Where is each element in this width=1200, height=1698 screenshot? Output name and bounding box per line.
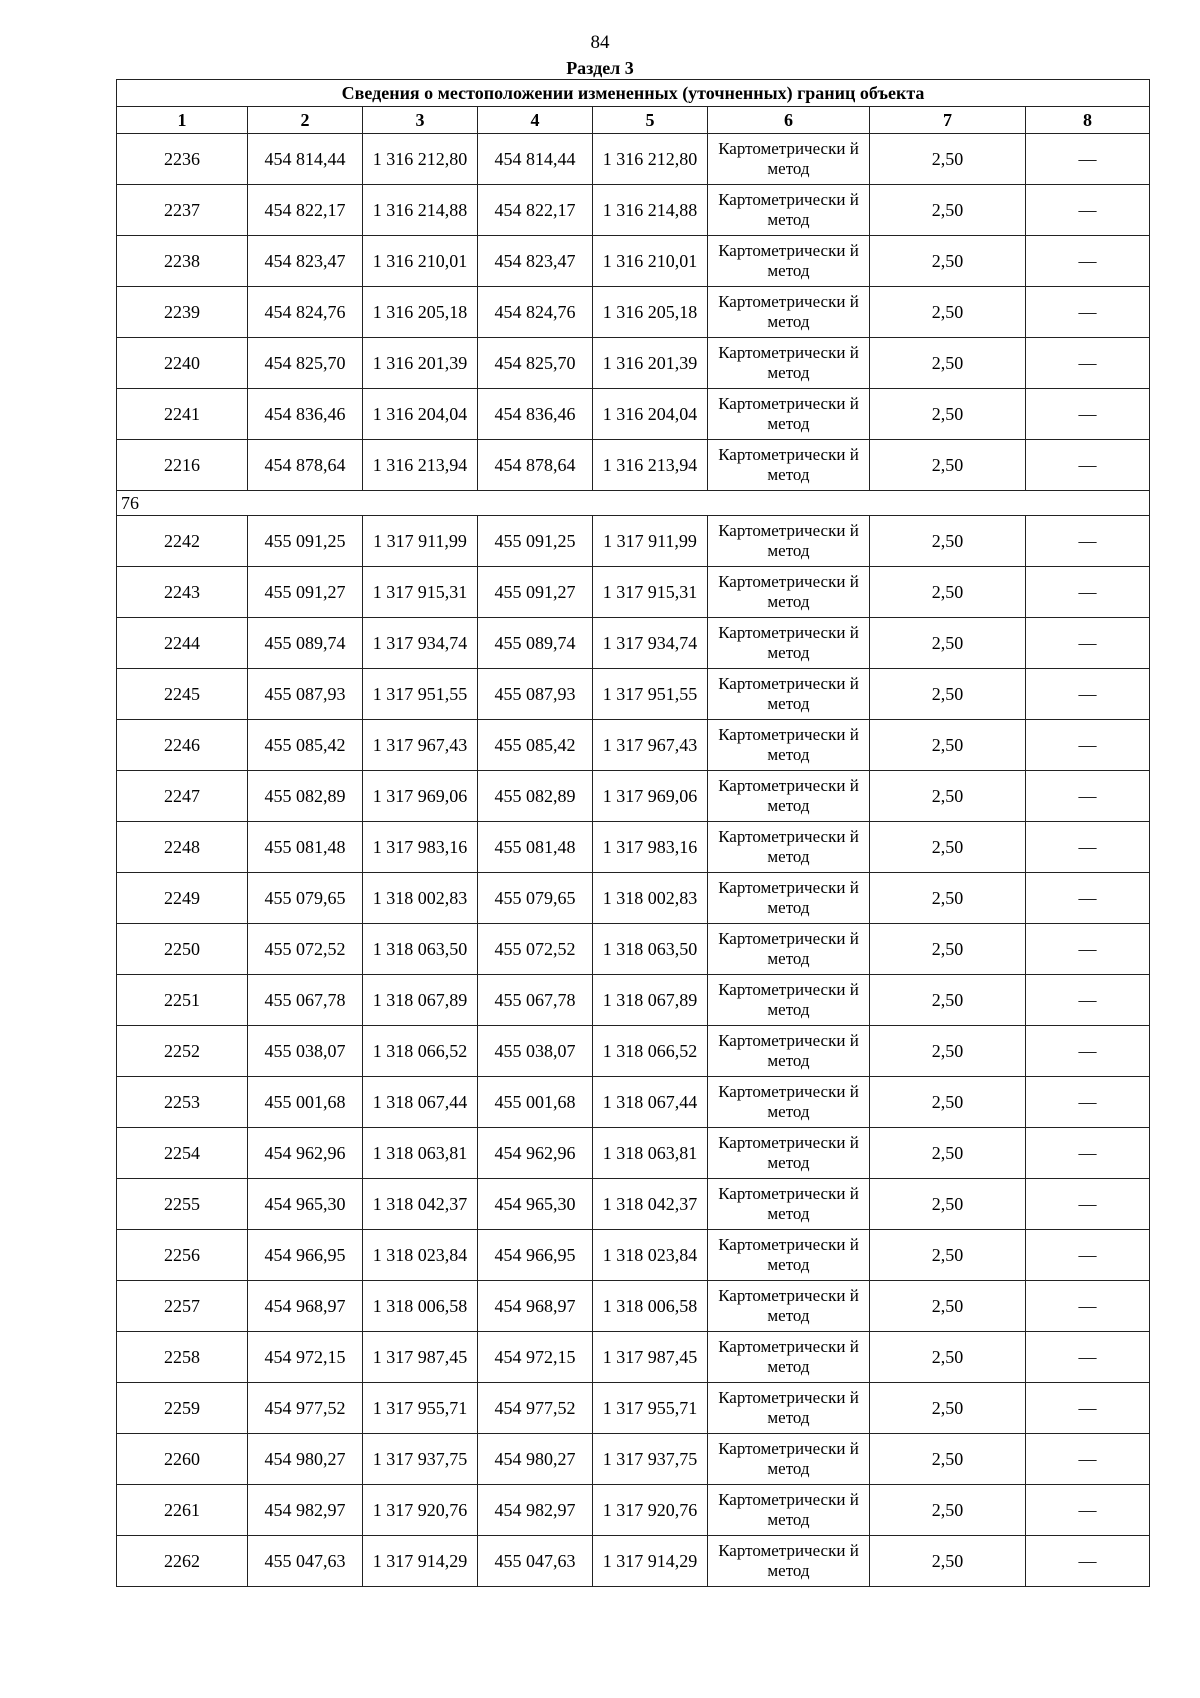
column-number: 3 (363, 107, 478, 134)
y-old-cell: 1 317 983,16 (363, 822, 478, 873)
description-cell: — (1026, 440, 1150, 491)
y-old-cell: 1 318 023,84 (363, 1230, 478, 1281)
x-old-cell: 455 091,27 (248, 567, 363, 618)
y-new-cell: 1 317 951,55 (593, 669, 708, 720)
table-row (117, 1434, 1150, 1485)
point-number-cell: 2245 (117, 669, 248, 720)
accuracy-cell: 2,50 (870, 134, 1026, 185)
point-number-cell: 2261 (117, 1485, 248, 1536)
y-new-cell: 1 316 212,80 (593, 134, 708, 185)
point-number-cell: 2248 (117, 822, 248, 873)
method-cell: Картометрически й метод (708, 1179, 870, 1230)
table-row (117, 1026, 1150, 1077)
x-old-cell: 455 072,52 (248, 924, 363, 975)
group-label: 76 (117, 491, 1150, 516)
point-number-cell: 2250 (117, 924, 248, 975)
description-cell: — (1026, 771, 1150, 822)
point-number-cell: 2240 (117, 338, 248, 389)
table-row (117, 1128, 1150, 1179)
x-new-cell: 454 980,27 (478, 1434, 593, 1485)
point-number-cell: 2241 (117, 389, 248, 440)
y-new-cell: 1 317 955,71 (593, 1383, 708, 1434)
table-row (117, 389, 1150, 440)
column-number: 4 (478, 107, 593, 134)
x-new-cell: 455 067,78 (478, 975, 593, 1026)
description-cell: — (1026, 618, 1150, 669)
y-new-cell: 1 318 006,58 (593, 1281, 708, 1332)
table-row (117, 134, 1150, 185)
method-cell: Картометрически й метод (708, 873, 870, 924)
y-old-cell: 1 316 213,94 (363, 440, 478, 491)
table-body (117, 134, 1150, 1587)
y-old-cell: 1 318 066,52 (363, 1026, 478, 1077)
description-cell: — (1026, 516, 1150, 567)
description-cell: — (1026, 669, 1150, 720)
y-old-cell: 1 318 063,81 (363, 1128, 478, 1179)
y-new-cell: 1 318 066,52 (593, 1026, 708, 1077)
description-cell: — (1026, 720, 1150, 771)
y-new-cell: 1 317 983,16 (593, 822, 708, 873)
y-old-cell: 1 318 042,37 (363, 1179, 478, 1230)
x-new-cell: 455 091,25 (478, 516, 593, 567)
x-new-cell: 455 081,48 (478, 822, 593, 873)
description-cell: — (1026, 389, 1150, 440)
description-cell: — (1026, 1281, 1150, 1332)
y-old-cell: 1 316 204,04 (363, 389, 478, 440)
accuracy-cell: 2,50 (870, 567, 1026, 618)
point-number-cell: 2249 (117, 873, 248, 924)
accuracy-cell: 2,50 (870, 440, 1026, 491)
x-new-cell: 454 965,30 (478, 1179, 593, 1230)
point-number-cell: 2239 (117, 287, 248, 338)
accuracy-cell: 2,50 (870, 771, 1026, 822)
x-old-cell: 454 822,17 (248, 185, 363, 236)
column-number-row (117, 107, 1150, 134)
x-new-cell: 454 814,44 (478, 134, 593, 185)
x-old-cell: 454 982,97 (248, 1485, 363, 1536)
y-old-cell: 1 317 920,76 (363, 1485, 478, 1536)
x-new-cell: 454 824,76 (478, 287, 593, 338)
x-new-cell: 454 966,95 (478, 1230, 593, 1281)
method-cell: Картометрически й метод (708, 618, 870, 669)
x-old-cell: 454 966,95 (248, 1230, 363, 1281)
y-new-cell: 1 318 002,83 (593, 873, 708, 924)
table-row (117, 236, 1150, 287)
accuracy-cell: 2,50 (870, 1383, 1026, 1434)
table-row (117, 669, 1150, 720)
y-old-cell: 1 317 967,43 (363, 720, 478, 771)
point-number-cell: 2259 (117, 1383, 248, 1434)
y-old-cell: 1 317 937,75 (363, 1434, 478, 1485)
y-old-cell: 1 317 955,71 (363, 1383, 478, 1434)
point-number-cell: 2256 (117, 1230, 248, 1281)
y-old-cell: 1 316 214,88 (363, 185, 478, 236)
y-new-cell: 1 317 914,29 (593, 1536, 708, 1587)
accuracy-cell: 2,50 (870, 618, 1026, 669)
table-row (117, 1077, 1150, 1128)
x-new-cell: 454 982,97 (478, 1485, 593, 1536)
table-row (117, 1383, 1150, 1434)
x-new-cell: 454 977,52 (478, 1383, 593, 1434)
y-new-cell: 1 317 969,06 (593, 771, 708, 822)
accuracy-cell: 2,50 (870, 1536, 1026, 1587)
x-old-cell: 454 836,46 (248, 389, 363, 440)
point-number-cell: 2255 (117, 1179, 248, 1230)
accuracy-cell: 2,50 (870, 1281, 1026, 1332)
x-old-cell: 455 085,42 (248, 720, 363, 771)
x-new-cell: 455 089,74 (478, 618, 593, 669)
method-cell: Картометрически й метод (708, 720, 870, 771)
method-cell: Картометрически й метод (708, 1077, 870, 1128)
method-cell: Картометрически й метод (708, 1536, 870, 1587)
accuracy-cell: 2,50 (870, 185, 1026, 236)
y-new-cell: 1 318 067,89 (593, 975, 708, 1026)
description-cell: — (1026, 338, 1150, 389)
description-cell: — (1026, 1536, 1150, 1587)
description-cell: — (1026, 1485, 1150, 1536)
method-cell: Картометрически й метод (708, 516, 870, 567)
x-old-cell: 454 878,64 (248, 440, 363, 491)
y-new-cell: 1 318 023,84 (593, 1230, 708, 1281)
y-old-cell: 1 317 915,31 (363, 567, 478, 618)
y-old-cell: 1 318 002,83 (363, 873, 478, 924)
page-number: 84 (590, 32, 610, 53)
method-cell: Картометрически й метод (708, 924, 870, 975)
x-old-cell: 454 965,30 (248, 1179, 363, 1230)
description-cell: — (1026, 1434, 1150, 1485)
column-number: 2 (248, 107, 363, 134)
description-cell: — (1026, 1077, 1150, 1128)
point-number-cell: 2242 (117, 516, 248, 567)
y-old-cell: 1 318 067,44 (363, 1077, 478, 1128)
x-new-cell: 455 001,68 (478, 1077, 593, 1128)
method-cell: Картометрически й метод (708, 1128, 870, 1179)
accuracy-cell: 2,50 (870, 338, 1026, 389)
y-new-cell: 1 317 967,43 (593, 720, 708, 771)
x-old-cell: 455 079,65 (248, 873, 363, 924)
table-row (117, 720, 1150, 771)
method-cell: Картометрически й метод (708, 389, 870, 440)
point-number-cell: 2216 (117, 440, 248, 491)
accuracy-cell: 2,50 (870, 236, 1026, 287)
group-row (117, 491, 1150, 516)
x-old-cell: 455 001,68 (248, 1077, 363, 1128)
x-old-cell: 454 814,44 (248, 134, 363, 185)
x-new-cell: 455 085,42 (478, 720, 593, 771)
point-number-cell: 2257 (117, 1281, 248, 1332)
y-new-cell: 1 317 920,76 (593, 1485, 708, 1536)
y-old-cell: 1 317 951,55 (363, 669, 478, 720)
column-number: 5 (593, 107, 708, 134)
y-old-cell: 1 317 914,29 (363, 1536, 478, 1587)
y-old-cell: 1 317 987,45 (363, 1332, 478, 1383)
x-old-cell: 454 824,76 (248, 287, 363, 338)
table-caption: Сведения о местоположении измененных (уточненных) границ объекта (117, 80, 1150, 107)
point-number-cell: 2253 (117, 1077, 248, 1128)
accuracy-cell: 2,50 (870, 1230, 1026, 1281)
y-old-cell: 1 318 067,89 (363, 975, 478, 1026)
y-new-cell: 1 318 042,37 (593, 1179, 708, 1230)
x-old-cell: 455 091,25 (248, 516, 363, 567)
x-old-cell: 455 081,48 (248, 822, 363, 873)
point-number-cell: 2243 (117, 567, 248, 618)
method-cell: Картометрически й метод (708, 822, 870, 873)
description-cell: — (1026, 1383, 1150, 1434)
description-cell: — (1026, 287, 1150, 338)
x-new-cell: 455 091,27 (478, 567, 593, 618)
section-title: Раздел 3 (566, 58, 634, 78)
x-old-cell: 455 082,89 (248, 771, 363, 822)
x-new-cell: 455 082,89 (478, 771, 593, 822)
accuracy-cell: 2,50 (870, 822, 1026, 873)
y-old-cell: 1 316 210,01 (363, 236, 478, 287)
y-old-cell: 1 318 063,50 (363, 924, 478, 975)
description-cell: — (1026, 873, 1150, 924)
description-cell: — (1026, 975, 1150, 1026)
method-cell: Картометрически й метод (708, 1332, 870, 1383)
y-old-cell: 1 316 212,80 (363, 134, 478, 185)
accuracy-cell: 2,50 (870, 1026, 1026, 1077)
method-cell: Картометрически й метод (708, 771, 870, 822)
x-new-cell: 454 962,96 (478, 1128, 593, 1179)
x-new-cell: 454 972,15 (478, 1332, 593, 1383)
method-cell: Картометрически й метод (708, 134, 870, 185)
accuracy-cell: 2,50 (870, 1434, 1026, 1485)
y-new-cell: 1 316 205,18 (593, 287, 708, 338)
table-row (117, 618, 1150, 669)
point-number-cell: 2254 (117, 1128, 248, 1179)
point-number-cell: 2262 (117, 1536, 248, 1587)
x-new-cell: 454 836,46 (478, 389, 593, 440)
y-old-cell: 1 316 205,18 (363, 287, 478, 338)
x-old-cell: 455 089,74 (248, 618, 363, 669)
description-cell: — (1026, 1179, 1150, 1230)
y-new-cell: 1 317 934,74 (593, 618, 708, 669)
table-row (117, 1230, 1150, 1281)
method-cell: Картометрически й метод (708, 567, 870, 618)
y-new-cell: 1 318 067,44 (593, 1077, 708, 1128)
x-old-cell: 454 825,70 (248, 338, 363, 389)
table-row (117, 1332, 1150, 1383)
description-cell: — (1026, 567, 1150, 618)
point-number-cell: 2236 (117, 134, 248, 185)
y-new-cell: 1 316 201,39 (593, 338, 708, 389)
method-cell: Картометрически й метод (708, 1281, 870, 1332)
x-new-cell: 454 968,97 (478, 1281, 593, 1332)
method-cell: Картометрически й метод (708, 185, 870, 236)
description-cell: — (1026, 924, 1150, 975)
x-old-cell: 454 968,97 (248, 1281, 363, 1332)
x-old-cell: 455 067,78 (248, 975, 363, 1026)
table-row (117, 338, 1150, 389)
x-new-cell: 454 825,70 (478, 338, 593, 389)
y-new-cell: 1 316 214,88 (593, 185, 708, 236)
x-new-cell: 455 079,65 (478, 873, 593, 924)
table-row (117, 822, 1150, 873)
description-cell: — (1026, 1332, 1150, 1383)
method-cell: Картометрически й метод (708, 1434, 870, 1485)
method-cell: Картометрически й метод (708, 1026, 870, 1077)
method-cell: Картометрически й метод (708, 975, 870, 1026)
table-row (117, 924, 1150, 975)
accuracy-cell: 2,50 (870, 1332, 1026, 1383)
x-old-cell: 454 980,27 (248, 1434, 363, 1485)
y-new-cell: 1 316 204,04 (593, 389, 708, 440)
accuracy-cell: 2,50 (870, 975, 1026, 1026)
point-number-cell: 2244 (117, 618, 248, 669)
description-cell: — (1026, 1230, 1150, 1281)
y-new-cell: 1 318 063,81 (593, 1128, 708, 1179)
accuracy-cell: 2,50 (870, 516, 1026, 567)
description-cell: — (1026, 1128, 1150, 1179)
point-number-cell: 2247 (117, 771, 248, 822)
accuracy-cell: 2,50 (870, 1179, 1026, 1230)
x-new-cell: 454 823,47 (478, 236, 593, 287)
accuracy-cell: 2,50 (870, 873, 1026, 924)
column-number: 6 (708, 107, 870, 134)
y-old-cell: 1 317 969,06 (363, 771, 478, 822)
column-number: 1 (117, 107, 248, 134)
y-old-cell: 1 317 934,74 (363, 618, 478, 669)
table-row (117, 567, 1150, 618)
y-new-cell: 1 316 210,01 (593, 236, 708, 287)
accuracy-cell: 2,50 (870, 1485, 1026, 1536)
table-row (117, 440, 1150, 491)
description-cell: — (1026, 1026, 1150, 1077)
y-new-cell: 1 317 915,31 (593, 567, 708, 618)
method-cell: Картометрически й метод (708, 1383, 870, 1434)
description-cell: — (1026, 134, 1150, 185)
table-row (117, 873, 1150, 924)
x-old-cell: 454 977,52 (248, 1383, 363, 1434)
y-new-cell: 1 317 987,45 (593, 1332, 708, 1383)
y-old-cell: 1 318 006,58 (363, 1281, 478, 1332)
x-new-cell: 454 822,17 (478, 185, 593, 236)
accuracy-cell: 2,50 (870, 1077, 1026, 1128)
x-old-cell: 454 823,47 (248, 236, 363, 287)
description-cell: — (1026, 185, 1150, 236)
column-number: 7 (870, 107, 1026, 134)
y-new-cell: 1 317 937,75 (593, 1434, 708, 1485)
description-cell: — (1026, 822, 1150, 873)
point-number-cell: 2238 (117, 236, 248, 287)
table-row (117, 1485, 1150, 1536)
x-old-cell: 454 972,15 (248, 1332, 363, 1383)
x-old-cell: 455 038,07 (248, 1026, 363, 1077)
table-row (117, 1281, 1150, 1332)
point-number-cell: 2246 (117, 720, 248, 771)
description-cell: — (1026, 236, 1150, 287)
method-cell: Картометрически й метод (708, 440, 870, 491)
point-number-cell: 2252 (117, 1026, 248, 1077)
table-row (117, 287, 1150, 338)
x-old-cell: 455 087,93 (248, 669, 363, 720)
x-new-cell: 455 072,52 (478, 924, 593, 975)
method-cell: Картометрически й метод (708, 236, 870, 287)
x-new-cell: 455 087,93 (478, 669, 593, 720)
table-row (117, 1179, 1150, 1230)
point-number-cell: 2251 (117, 975, 248, 1026)
accuracy-cell: 2,50 (870, 389, 1026, 440)
y-old-cell: 1 317 911,99 (363, 516, 478, 567)
x-new-cell: 454 878,64 (478, 440, 593, 491)
accuracy-cell: 2,50 (870, 720, 1026, 771)
method-cell: Картометрически й метод (708, 1485, 870, 1536)
y-new-cell: 1 317 911,99 (593, 516, 708, 567)
table-row (117, 771, 1150, 822)
x-old-cell: 455 047,63 (248, 1536, 363, 1587)
y-new-cell: 1 318 063,50 (593, 924, 708, 975)
accuracy-cell: 2,50 (870, 669, 1026, 720)
table-row (117, 975, 1150, 1026)
x-old-cell: 454 962,96 (248, 1128, 363, 1179)
method-cell: Картометрически й метод (708, 338, 870, 389)
accuracy-cell: 2,50 (870, 924, 1026, 975)
method-cell: Картометрически й метод (708, 1230, 870, 1281)
method-cell: Картометрически й метод (708, 669, 870, 720)
x-new-cell: 455 047,63 (478, 1536, 593, 1587)
y-new-cell: 1 316 213,94 (593, 440, 708, 491)
accuracy-cell: 2,50 (870, 1128, 1026, 1179)
table-row (117, 516, 1150, 567)
boundary-table (116, 79, 1150, 1587)
accuracy-cell: 2,50 (870, 287, 1026, 338)
column-number: 8 (1026, 107, 1150, 134)
table-row (117, 185, 1150, 236)
point-number-cell: 2258 (117, 1332, 248, 1383)
y-old-cell: 1 316 201,39 (363, 338, 478, 389)
point-number-cell: 2260 (117, 1434, 248, 1485)
x-new-cell: 455 038,07 (478, 1026, 593, 1077)
point-number-cell: 2237 (117, 185, 248, 236)
method-cell: Картометрически й метод (708, 287, 870, 338)
table-row (117, 1536, 1150, 1587)
